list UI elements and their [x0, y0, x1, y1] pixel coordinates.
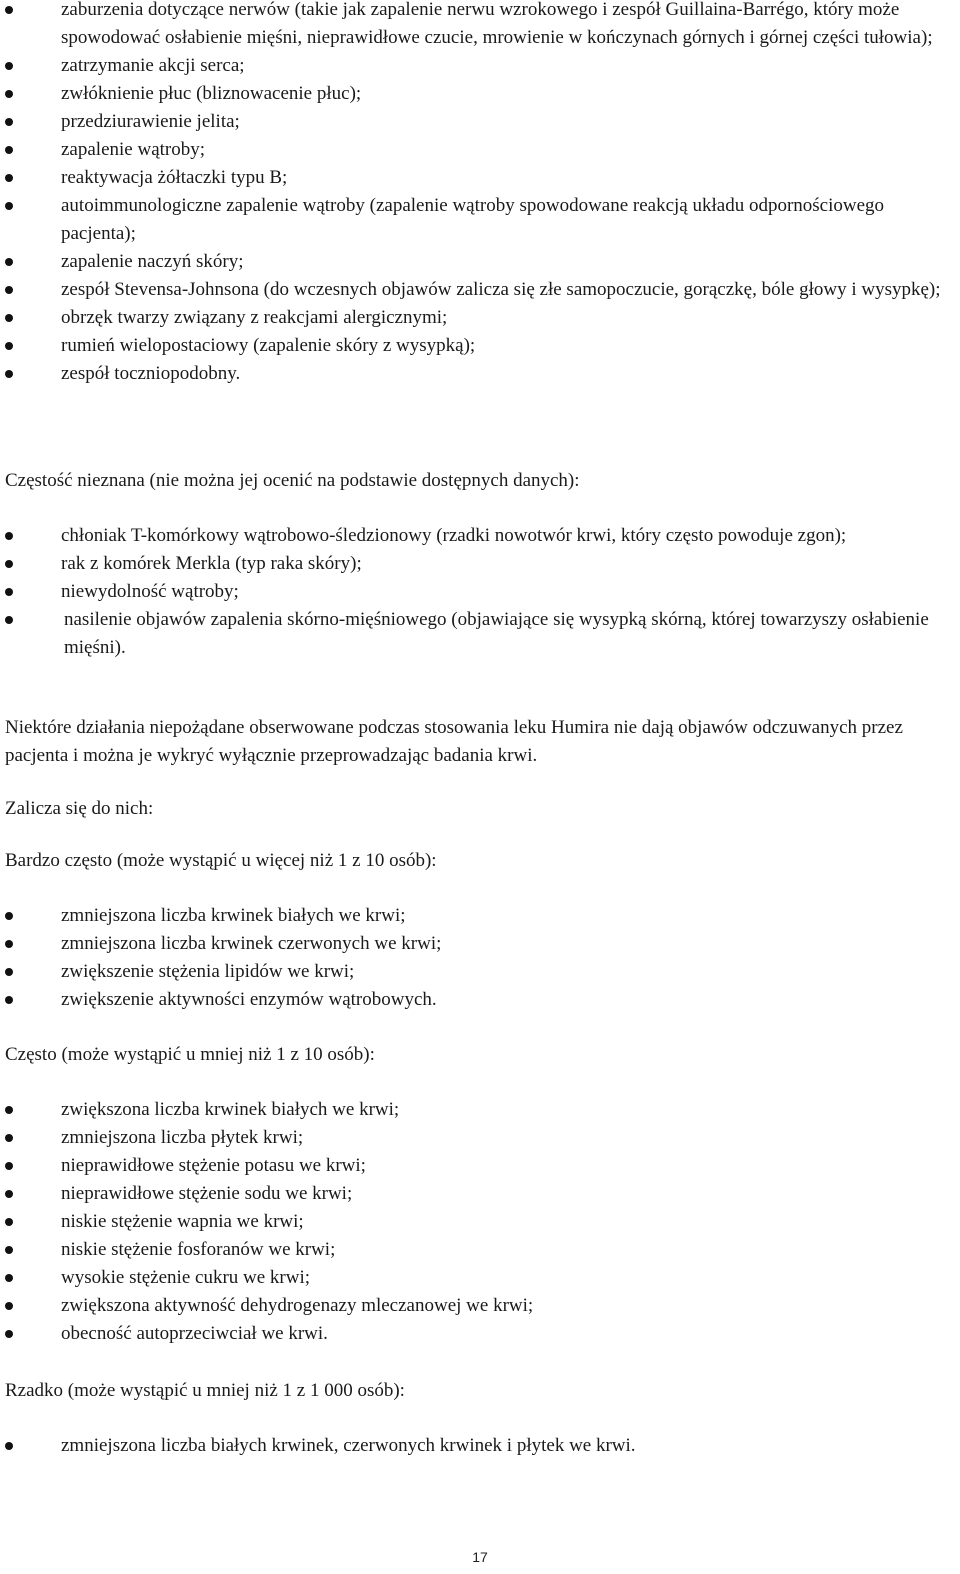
- list-item: nieprawidłowe stężenie sodu we krwi;: [0, 1180, 960, 1208]
- frequency-unknown-heading: Częstość nieznana (nie można jej ocenić na podstawie dostępnych danych):: [5, 470, 580, 491]
- common-list: [0, 1096, 960, 1348]
- list-item: zmniejszona liczba płytek krwi;: [0, 1124, 960, 1152]
- list-item: zespół toczniopodobny.: [0, 360, 960, 388]
- lab-tests-intro: Niektóre działania niepożądane obserwowane podczas stosowania leku Humira nie dają objawów odczuwanych przez pacjenta i można je wykryć wyłącznie przeprowadzając badania krwi.: [5, 717, 903, 766]
- list-item: zaburzenia dotyczące nerwów (takie jak zapalenie nerwu wzrokowego i zespół Guillaina-Barrégo, który może spowodować osłabienie mięśni, nieprawidłowe czucie, mrowienie w kończynach górnych i górnej części tułowia);: [0, 0, 960, 52]
- list-item: zwiększona liczba krwinek białych we krwi;: [0, 1096, 960, 1124]
- lab-tests-includes: Zalicza się do nich:: [5, 798, 154, 819]
- list-item: zmniejszona liczba krwinek białych we krwi;: [0, 902, 960, 930]
- list-item: nieprawidłowe stężenie potasu we krwi;: [0, 1152, 960, 1180]
- list-item: zapalenie wątroby;: [0, 136, 960, 164]
- very-common-list: [0, 902, 960, 1014]
- list-item: zwiększona aktywność dehydrogenazy mleczanowej we krwi;: [0, 1292, 960, 1320]
- list-item: zwłóknienie płuc (bliznowacenie płuc);: [0, 80, 960, 108]
- list-item: zmniejszona liczba białych krwinek, czerwonych krwinek i płytek we krwi.: [0, 1432, 960, 1460]
- list-item: chłoniak T-komórkowy wątrobowo-śledzionowy (rzadki nowotwór krwi, który często powoduje zgon);: [0, 522, 960, 550]
- list-item: zwiększenie stężenia lipidów we krwi;: [0, 958, 960, 986]
- list-item: niskie stężenie fosforanów we krwi;: [0, 1236, 960, 1264]
- page-number: 17: [472, 1549, 488, 1565]
- rare-heading: Rzadko (może wystąpić u mniej niż 1 z 1 000 osób):: [5, 1380, 405, 1401]
- list-item: zespół Stevensa-Johnsona (do wczesnych objawów zalicza się złe samopoczucie, gorączkę, bóle głowy i wysypkę);: [0, 276, 960, 304]
- list-item: reaktywacja żółtaczki typu B;: [0, 164, 960, 192]
- list-item: przedziurawienie jelita;: [0, 108, 960, 136]
- list-item: zmniejszona liczba krwinek czerwonych we krwi;: [0, 930, 960, 958]
- list-item: zapalenie naczyń skóry;: [0, 248, 960, 276]
- list-item: rak z komórek Merkla (typ raka skóry);: [0, 550, 960, 578]
- list-item: wysokie stężenie cukru we krwi;: [0, 1264, 960, 1292]
- list-item: rumień wielopostaciowy (zapalenie skóry z wysypką);: [0, 332, 960, 360]
- rare-list: [0, 1432, 960, 1460]
- list-item: zwiększenie aktywności enzymów wątrobowych.: [0, 986, 960, 1014]
- list-item: niskie stężenie wapnia we krwi;: [0, 1208, 960, 1236]
- list-item: autoimmunologiczne zapalenie wątroby (zapalenie wątroby spowodowane reakcją układu odpornościowego pacjenta);: [0, 192, 960, 248]
- list-item: niewydolność wątroby;: [0, 578, 960, 606]
- common-heading: Często (może wystąpić u mniej niż 1 z 10 osób):: [5, 1044, 375, 1065]
- list-item: zatrzymanie akcji serca;: [0, 52, 960, 80]
- frequency-unknown-list: [0, 522, 960, 662]
- list-item: obrzęk twarzy związany z reakcjami alergicznymi;: [0, 304, 960, 332]
- list-item: nasilenie objawów zapalenia skórno-mięśniowego (objawiające się wysypką skórną, której towarzyszy osłabienie mięśni).: [0, 606, 960, 662]
- adverse-effects-list-continued: [0, 0, 960, 388]
- list-item: obecność autoprzeciwciał we krwi.: [0, 1320, 960, 1348]
- very-common-heading: Bardzo często (może wystąpić u więcej niż 1 z 10 osób):: [5, 850, 437, 871]
